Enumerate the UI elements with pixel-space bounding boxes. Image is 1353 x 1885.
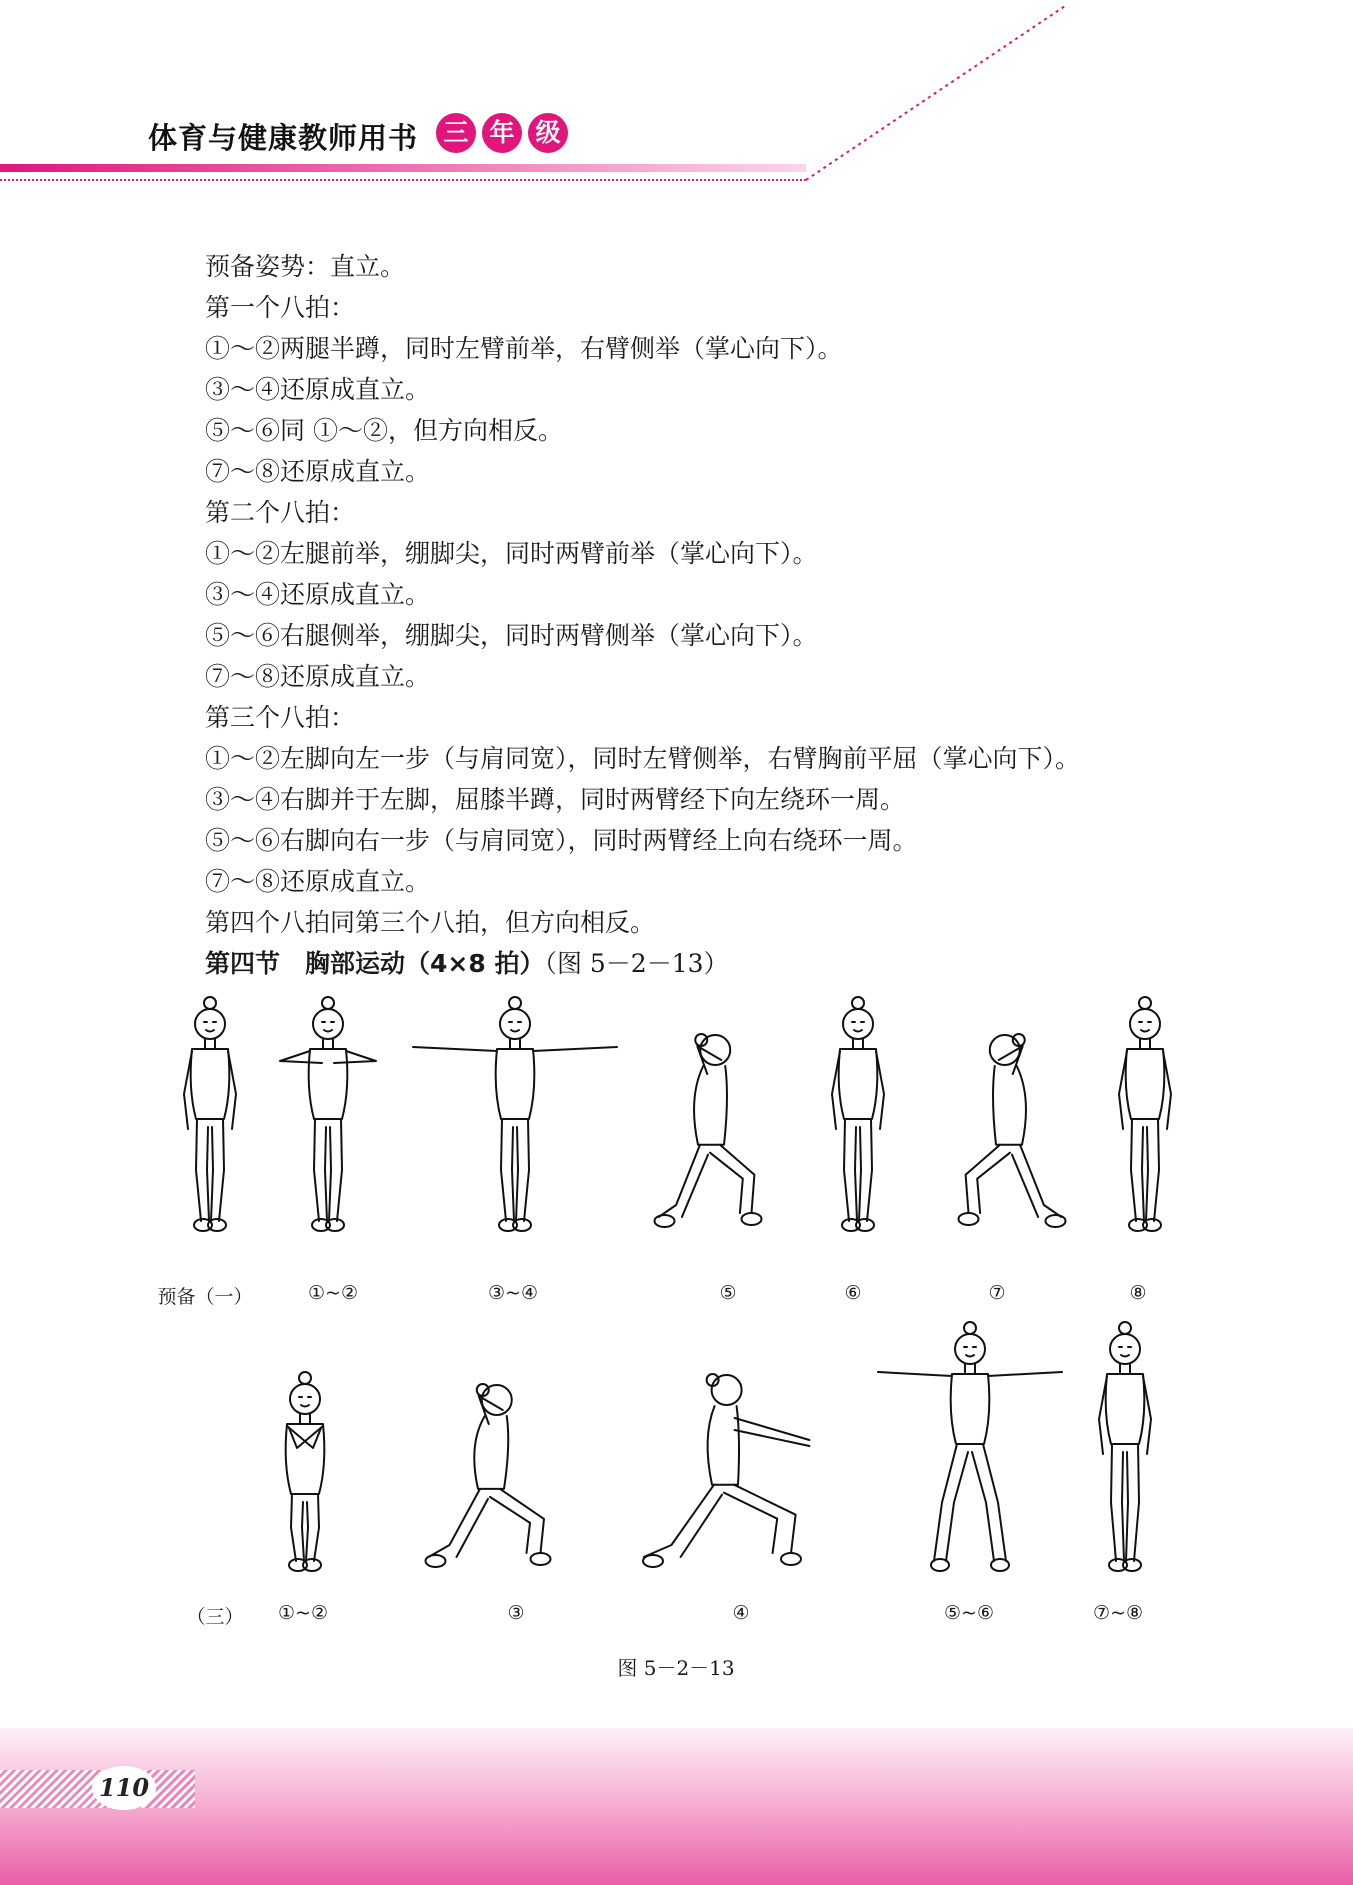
fig-label-7: ⑦ <box>988 1282 1006 1304</box>
text-line: 第一个八拍： <box>205 293 356 322</box>
fig-label-row2-4: ④ <box>732 1602 750 1624</box>
section-heading <box>205 943 1305 984</box>
text-line: 第三个八拍： <box>205 703 356 732</box>
figure-3-4 <box>405 995 625 1235</box>
text-line: ③～④还原成直立。 <box>205 580 431 609</box>
grade-badge-2: 年 <box>482 113 522 153</box>
figure-6 <box>803 995 913 1235</box>
fig-label-1-2: ①~② <box>308 1282 358 1304</box>
text-line: ③～④还原成直立。 <box>205 375 431 404</box>
fig-label-row2-7-8: ⑦~⑧ <box>1093 1602 1143 1624</box>
figure-1-2 <box>268 995 388 1235</box>
figure-caption: 图 5－2－13 <box>617 1656 735 1680</box>
figure-8 <box>1090 995 1200 1235</box>
fig-label-5: ⑤ <box>719 1282 737 1304</box>
figure-reference: （图 5－2－13） <box>544 949 729 978</box>
fig-label-ready: 预备（一） <box>157 1286 253 1308</box>
grade-badge-3: 级 <box>528 113 568 153</box>
text-line: 第二个八拍： <box>205 498 356 527</box>
fig-label-row2-5-6: ⑤~⑥ <box>944 1602 994 1624</box>
fig-label-row2-3: ③ <box>507 1602 525 1624</box>
figure-row2-1-2 <box>250 1370 360 1575</box>
body-text <box>205 246 1305 984</box>
footer-band <box>0 1728 1353 1885</box>
text-line: ①～②左脚向左一步（与肩同宽），同时左臂侧举，右臂胸前平屈（掌心向下）。 <box>205 744 1081 773</box>
figure-row2-4 <box>630 1360 860 1575</box>
figure-ready <box>155 995 265 1235</box>
fig-label-row2-group: （三） <box>186 1606 244 1628</box>
text-line: 第四个八拍同第三个八拍，但方向相反。 <box>205 908 656 937</box>
fig-label-row2-1-2: ①~② <box>278 1602 328 1624</box>
text-line: ⑤～⑥右脚向右一步（与肩同宽），同时两臂经上向右绕环一周。 <box>205 826 918 855</box>
book-title: 体育与健康教师用书 <box>148 121 419 155</box>
figure-7 <box>925 1020 1070 1235</box>
text-line: ①～②两腿半蹲，同时左臂前举，右臂侧举（掌心向下）。 <box>205 334 843 363</box>
text-line: ①～②左腿前举，绷脚尖，同时两臂前举（掌心向下）。 <box>205 539 818 568</box>
exercise-figure <box>0 980 1353 1700</box>
fig-label-8: ⑧ <box>1129 1282 1147 1304</box>
text-line: ⑦～⑧还原成直立。 <box>205 662 431 691</box>
text-line: ⑤～⑥右腿侧举，绷脚尖，同时两臂侧举（掌心向下）。 <box>205 621 818 650</box>
grade-badge-1: 三 <box>436 113 476 153</box>
figure-row2-3 <box>418 1370 593 1575</box>
section-title: 第四节 胸部运动（4×8 拍） <box>205 949 545 978</box>
fig-label-6: ⑥ <box>844 1282 862 1304</box>
header-diagonal <box>0 0 1353 200</box>
page-number: 110 <box>92 1766 156 1810</box>
fig-label-3-4: ③~④ <box>488 1282 538 1304</box>
figure-row2-7-8 <box>1070 1320 1180 1575</box>
text-line: ⑦～⑧还原成直立。 <box>205 457 431 486</box>
text-line: 预备姿势：直立。 <box>205 252 406 281</box>
figure-row2-5-6 <box>870 1320 1070 1575</box>
text-line: ⑦～⑧还原成直立。 <box>205 867 431 896</box>
text-line: ⑤～⑥同 ①～②，但方向相反。 <box>205 416 563 445</box>
text-line: ③～④右脚并于左脚，屈膝半蹲，同时两臂经下向左绕环一周。 <box>205 785 906 814</box>
figure-5 <box>650 1020 795 1235</box>
